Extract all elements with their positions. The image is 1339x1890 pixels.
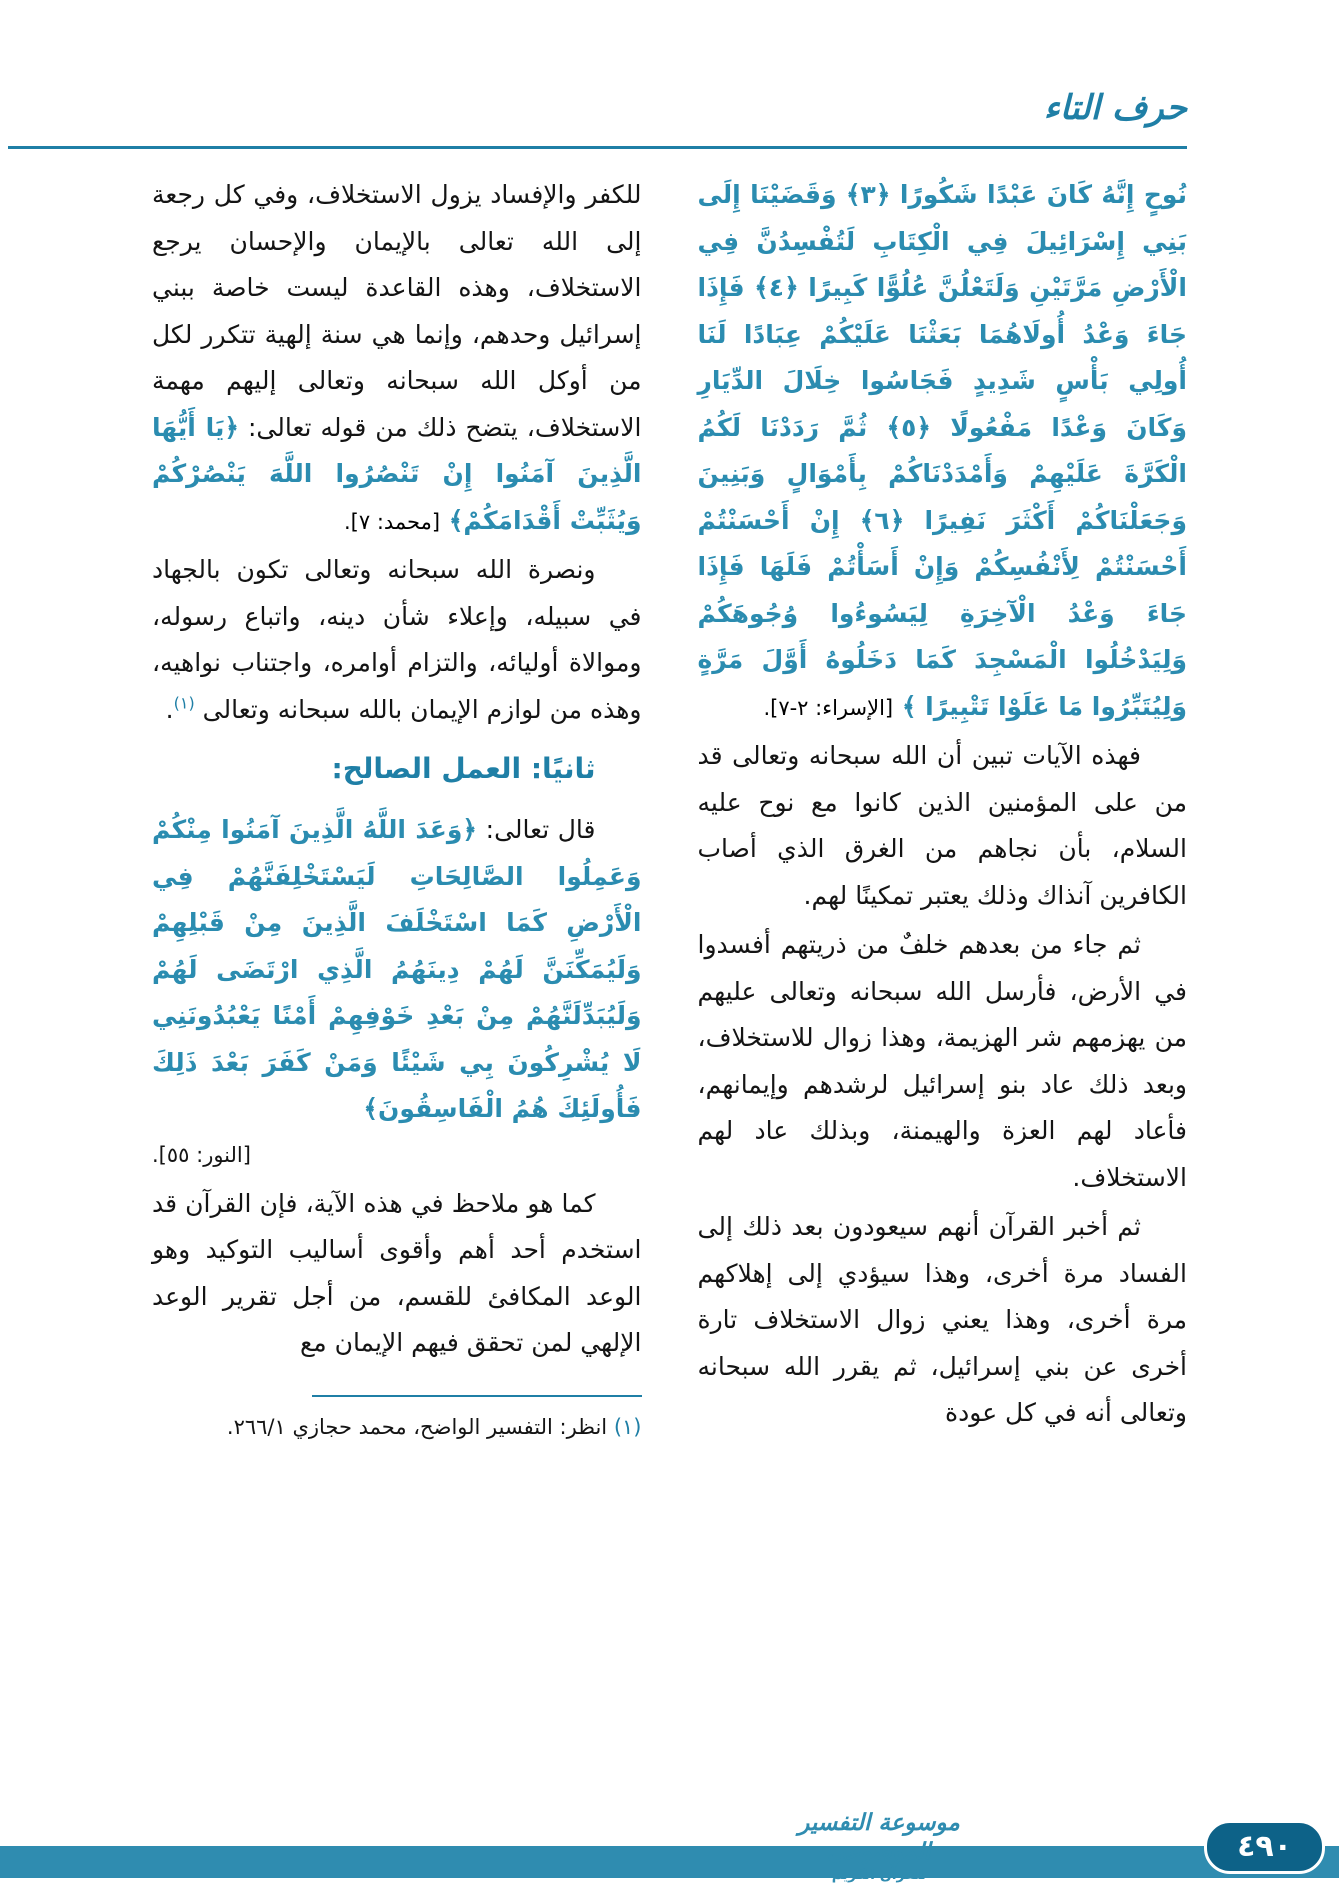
period: .: [165, 694, 174, 724]
publisher-seal-title: موسوعة التفسير الموضوعي: [798, 1810, 960, 1865]
quran-text-muhammad: ﴿يَا أَيُّهَا الَّذِينَ آمَنُوا إِنْ تَنْصُرُوا اللَّهَ يَنْصُرْكُمْ وَيُثَبِّتْ أَقْدَامَكُمْ﴾: [152, 412, 642, 535]
column-right: [698, 172, 1188, 1446]
footnote-text: انظر: التفسير الواضح، محمد حجازي ٢٦٦/١.: [226, 1414, 614, 1439]
footnote-marker-inline: (١): [173, 693, 195, 713]
bottom-band: [0, 1846, 1339, 1878]
column-left: [152, 172, 642, 1446]
footnote-divider: [312, 1395, 642, 1397]
footnote: [152, 1409, 642, 1447]
header-rule: [8, 146, 1187, 149]
paragraph-with-inline-verse: [152, 172, 642, 544]
footnote-marker: (١): [613, 1414, 642, 1439]
paragraph-lead: قال تعالى:: [477, 815, 596, 845]
paragraph-with-verse-an-nur: [152, 807, 642, 1133]
verse-reference-an-nur: [النور: ٥٥].: [152, 1142, 251, 1167]
verse-reference-al-isra: [الإسراء: ٢-٧].: [763, 695, 894, 720]
paragraph-with-footnote: [152, 547, 642, 733]
quran-passage-al-isra: [698, 172, 1188, 730]
page-number-badge: ٤٩٠: [1204, 1820, 1325, 1874]
paragraph-text: للكفر والإفساد يزول الاستخلاف، وفي كل رجعة إلى الله تعالى بالإيمان والإحسان يرجع الاستخلاف، وهذه القاعدة ليست خاصة ببني إسرائيل وحدهم، وإنما هي سنة إلهية تتكرر لكل من أوكل الله سبحانه وتعالى إليهم مهمة الاستخلاف، يتضح ذلك من قوله تعالى:: [152, 180, 642, 442]
page-columns: [152, 172, 1187, 1446]
paragraph: ثم جاء من بعدهم خلفٌ من ذريتهم أفسدوا في الأرض، فأرسل الله سبحانه وتعالى عليهم من يهزمهم شر الهزيمة، وهذا زوال للاستخلاف، وبعد ذلك عاد بنو إسرائيل لرشدهم وإيمانهم، فأعاد لهم العزة والهيمنة، وبذلك عاد لهم الاستخلاف.: [697, 930, 1187, 1192]
paragraph: ثم أخبر القرآن أنهم سيعودون بعد ذلك إلى الفساد مرة أخرى، وهذا سيؤدي إلى إهلاكهم مرة أخرى، وهذا يعني زوال الاستخلاف تارة أخرى عن بني إسرائيل، ثم يقرر الله سبحانه وتعالى أنه في كل عودة: [697, 1212, 1187, 1427]
paragraph: فهذه الآيات تبين أن الله سبحانه وتعالى قد من على المؤمنين الذين كانوا مع نوح عليه السلام، بأن نجاهم من الغرق الذي أصاب الكافرين آنذاك وذلك يعتبر تمكينًا لهم.: [697, 741, 1187, 910]
publisher-seal-subtitle: للقرآن الكريم: [831, 1866, 927, 1883]
publisher-seal: [759, 1809, 999, 1884]
verse-reference-muhammad: [محمد: ٧].: [343, 509, 441, 534]
paragraph: كما هو ملاحظ في هذه الآية، فإن القرآن قد استخدم أحد أهم وأقوى أساليب التوكيد وهو الوعد المكافئ للقسم، من أجل تقرير الوعد الإلهي لمن تحقق فيهم الإيمان مع: [152, 1188, 642, 1358]
chapter-title: حرف التاء: [1043, 88, 1187, 128]
quran-text: نُوحٍ إِنَّهُ كَانَ عَبْدًا شَكُورًا ﴿٣﴾ وَقَضَيْنَا إِلَى بَنِي إِسْرَائِيلَ فِي الْكِتَابِ لَتُفْسِدُنَّ فِي الْأَرْضِ مَرَّتَيْنِ وَلَتَعْلُنَّ عُلُوًّا كَبِيرًا ﴿٤﴾ فَإِذَا جَاءَ وَعْدُ أُولَاهُمَا بَعَثْنَا عَلَيْكُمْ عِبَادًا لَنَا أُولِي بَأْسٍ شَدِيدٍ فَجَاسُوا خِلَالَ الدِّيَارِ وَكَانَ وَعْدًا مَفْعُولًا ﴿٥﴾ ثُمَّ رَدَدْنَا لَكُمُ الْكَرَّةَ عَلَيْهِمْ وَأَمْدَدْنَاكُمْ بِأَمْوَالٍ وَبَنِينَ وَجَعَلْنَاكُمْ أَكْثَرَ نَفِيرًا ﴿٦﴾ إِنْ أَحْسَنْتُمْ أَحْسَنْتُمْ لِأَنْفُسِكُمْ وَإِنْ أَسَأْتُمْ فَلَهَا فَإِذَا جَاءَ وَعْدُ الْآخِرَةِ لِيَسُوءُوا وُجُوهَكُمْ وَلِيَدْخُلُوا الْمَسْجِدَ كَمَا دَخَلُوهُ أَوَّلَ مَرَّةٍ وَلِيُتَبِّرُوا مَا عَلَوْا تَتْبِيرًا ﴾: [697, 180, 1187, 721]
paragraph-text: ونصرة الله سبحانه وتعالى تكون بالجهاد في سبيله، وإعلاء شأن دينه، واتباع رسوله، وموالاة أوليائه، والتزام أوامره، واجتناب نواهيه، وهذه من لوازم الإيمان بالله سبحانه وتعالى: [152, 555, 642, 724]
section-heading: ثانيًا: العمل الصالح:: [331, 752, 596, 785]
quran-text-an-nur: ﴿وَعَدَ اللَّهُ الَّذِينَ آمَنُوا مِنْكُمْ وَعَمِلُوا الصَّالِحَاتِ لَيَسْتَخْلِفَنَّهُمْ فِي الْأَرْضِ كَمَا اسْتَخْلَفَ الَّذِينَ مِنْ قَبْلِهِمْ وَلَيُمَكِّنَنَّ لَهُمْ دِينَهُمُ الَّذِي ارْتَضَى لَهُمْ وَلَيُبَدِّلَنَّهُمْ مِنْ بَعْدِ خَوْفِهِمْ أَمْنًا يَعْبُدُونَنِي لَا يُشْرِكُونَ بِي شَيْئًا وَمَنْ كَفَرَ بَعْدَ ذَلِكَ فَأُولَئِكَ هُمُ الْفَاسِقُونَ﴾: [152, 815, 642, 1124]
